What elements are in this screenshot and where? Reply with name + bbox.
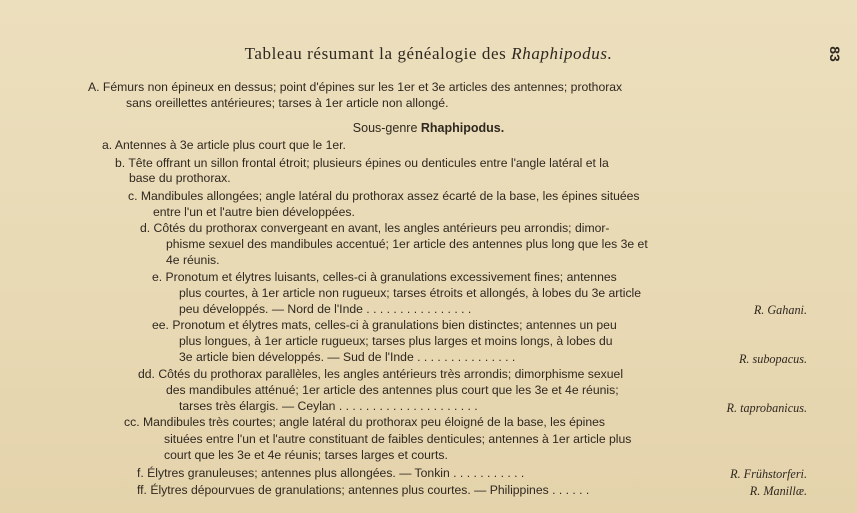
- key-line: e. Pronotum et élytres luisants, celles-ci à granulations excessivement fines; antennes: [152, 270, 617, 284]
- key-line: situées entre l'un et l'autre constituant de faibles denticules; antennes à 1er article plus: [164, 432, 632, 446]
- key-line: ff. Élytres dépourvues de granulations; antennes plus courtes. — Philippines . . . . . .: [137, 483, 590, 497]
- title-genus: Rhaphipodus.: [511, 44, 613, 63]
- key-line: 4e réunis.: [166, 253, 220, 267]
- key-line: des mandibules atténué; 1er article des antennes plus court que les 3e et 4e réunis;: [166, 383, 619, 397]
- key-line: c. Mandibules allongées; angle latéral du prothorax assez écarté de la base, les épines situées: [128, 189, 640, 203]
- species-name: R. Frühstorferi.: [730, 467, 807, 481]
- page-title: [0, 44, 857, 64]
- species-name: R. subopacus.: [738, 352, 807, 366]
- key-line: A. Fémurs non épineux en dessus; point d'épines sur les 1er et 3e articles des antennes; prothorax: [88, 80, 623, 94]
- key-line: ee. Pronotum et élytres mats, celles-ci à granulations bien distinctes; antennes un peu: [152, 318, 617, 332]
- species-name: R. Manillæ.: [749, 484, 807, 498]
- key-line: plus longues, à 1er article rugueux; tarses plus larges et moins longs, à lobes du: [179, 334, 613, 348]
- subgenus-heading: [0, 121, 857, 135]
- key-line: court que les 3e et 4e réunis; tarses larges et courts.: [164, 448, 448, 462]
- key-line: peu développés. — Nord de l'Inde . . . . . . . . . . . . . . . .: [179, 302, 472, 316]
- key-line: dd. Côtés du prothorax parallèles, les angles antérieurs très arrondis; dimorphisme sexuel: [138, 367, 624, 381]
- title-prefix: Tableau résumant la généalogie des: [244, 44, 512, 63]
- key-line: a. Antennes à 3e article plus court que le 1er.: [102, 138, 346, 152]
- subgenus-name: Rhaphipodus.: [420, 121, 505, 135]
- subgenus-prefix: Sous-genre: [352, 121, 421, 135]
- key-line: phisme sexuel des mandibules accentué; 1er article des antennes plus long que les 3e et: [166, 237, 648, 251]
- key-line: 3e article bien développés. — Sud de l'Inde . . . . . . . . . . . . . . .: [179, 350, 516, 364]
- key-line: d. Côtés du prothorax convergeant en avant, les angles antérieurs peu arrondis; dimor-: [140, 221, 610, 235]
- key-line: cc. Mandibules très courtes; angle latéral du prothorax peu éloigné de la base, les épines: [124, 415, 606, 429]
- species-name: R. taprobanicus.: [726, 401, 807, 415]
- key-line: tarses très élargis. — Ceylan . . . . . . . . . . . . . . . . . . . . .: [179, 399, 478, 413]
- key-line: b. Tête offrant un sillon frontal étroit; plusieurs épines ou denticules entre l'angle latéral et la: [115, 156, 609, 170]
- key-line: entre l'un et l'autre bien développées.: [153, 205, 355, 219]
- key-line: plus courtes, à 1er article non rugueux; tarses étroits et allongés, à lobes du 3e article: [179, 286, 642, 300]
- key-line: sans oreillettes antérieures; tarses à 1er article non allongé.: [126, 96, 449, 110]
- key-line: base du prothorax.: [129, 171, 231, 185]
- key-line: f. Élytres granuleuses; antennes plus allongées. — Tonkin . . . . . . . . . . .: [137, 466, 525, 480]
- page-number: 83: [827, 46, 844, 62]
- species-name: R. Gahani.: [753, 303, 807, 317]
